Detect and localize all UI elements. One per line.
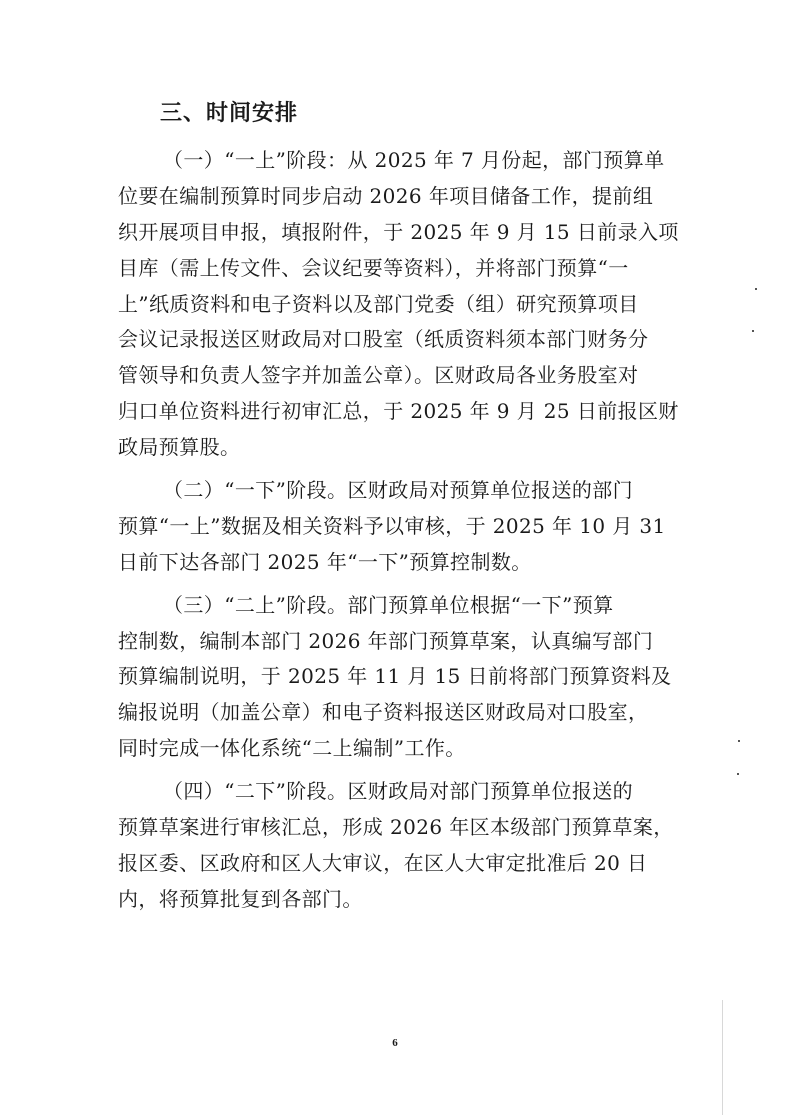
scan-speck xyxy=(737,773,739,775)
scan-speck xyxy=(738,740,740,742)
paragraph-line: 预算“一上”数据及相关资料予以审核，于 2025 年 10 月 31 xyxy=(118,513,666,538)
paragraph-line: （一）“一上”阶段：从 2025 年 7 月份起，部门预算单 xyxy=(163,148,665,172)
scan-speck xyxy=(755,288,757,290)
scan-edge-line xyxy=(722,1000,723,1115)
paragraph-line: （三）“二上”阶段。部门预算单位根据“一下”预算 xyxy=(163,592,614,617)
paragraph-line: 政局预算股。 xyxy=(118,435,241,460)
paragraph-line: 会议记录报送区财政局对口股室（纸质资料须本部门财务分 xyxy=(118,327,649,352)
paragraph-line: 目库（需上传文件、会议纪要等资料），并将部门预算“一 xyxy=(118,255,629,280)
paragraph-line: 位要在编制预算时同步启动 2026 年项目储备工作，提前组 xyxy=(118,183,654,208)
paragraph-line: 控制数，编制本部门 2026 年部门预算草案，认真编写部门 xyxy=(118,628,654,653)
paragraph-line: 管领导和负责人签字并加盖公章）。区财政局各业务股室对 xyxy=(118,363,639,388)
paragraph-line: 织开展项目申报，填报附件，于 2025 年 9 月 15 日前录入项 xyxy=(118,219,679,244)
paragraph-line: 日前下达各部门 2025 年“一下”预算控制数。 xyxy=(118,549,532,574)
paragraph-line: 编报说明（加盖公章）和电子资料报送区财政局对口股室， xyxy=(118,700,649,725)
scan-speck xyxy=(752,330,754,332)
paragraph-line: 同时完成一体化系统“二上编制”工作。 xyxy=(118,736,466,761)
paragraph-line: （四）“二下”阶段。区财政局对部门预算单位报送的 xyxy=(163,779,634,804)
paragraph-line: 预算草案进行审核汇总，形成 2026 年区本级部门预算草案， xyxy=(118,815,674,840)
paragraph-line: 报区委、区政府和区人大审议，在区人大审定批准后 20 日 xyxy=(118,850,648,875)
body-text xyxy=(118,143,678,918)
page-number: 6 xyxy=(392,1037,398,1049)
paragraph-line: 归口单位资料进行初审汇总，于 2025 年 9 月 25 日前报区财 xyxy=(118,399,679,424)
paragraph-line: 预算编制说明，于 2025 年 11 月 15 日前将部门预算资料及 xyxy=(118,664,672,689)
paragraph-line: （二）“一下”阶段。区财政局对预算单位报送的部门 xyxy=(163,478,634,503)
paragraph-line: 内，将预算批复到各部门。 xyxy=(118,886,363,911)
paragraph-line: 上”纸质资料和电子资料以及部门党委（组）研究预算项目 xyxy=(118,291,639,316)
section-heading: 三、时间安排 xyxy=(160,101,299,126)
